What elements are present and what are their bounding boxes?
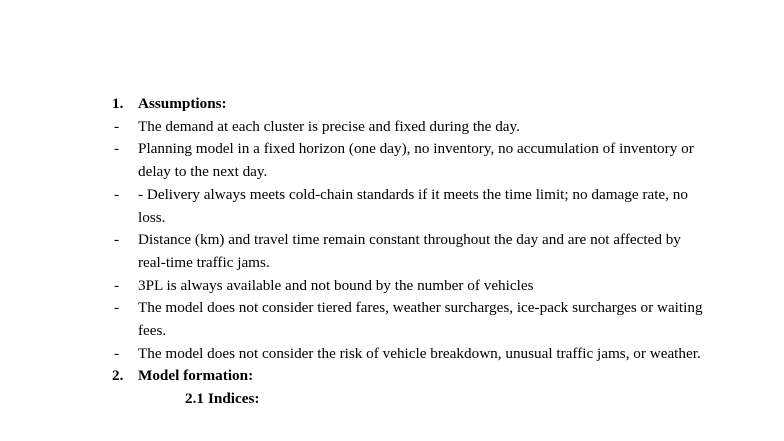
bullet-dash: - [114, 117, 120, 135]
bullet-dash: - [114, 231, 120, 249]
list-item [112, 184, 712, 229]
bullet-dash: - [114, 344, 120, 362]
list-item-text: Planning model in a fixed horizon (one day), no inventory, no accumulation of inventory or delay to the next day. [138, 140, 694, 181]
section-heading: Assumptions: [138, 95, 227, 112]
list-item-text: The model does not consider tiered fares, weather surcharges, ice-pack surcharges or waiting fees. [138, 299, 703, 340]
section-number: 1. [112, 95, 124, 112]
bullet-dash: - [114, 276, 120, 294]
list-item [112, 275, 712, 298]
list-item [112, 229, 712, 274]
list-item [112, 343, 712, 366]
list-item-text: The demand at each cluster is precise and fixed during the day. [138, 117, 520, 135]
bullet-dash: - [114, 299, 120, 317]
subsection-heading: Indices: [208, 390, 260, 408]
document-body [112, 93, 712, 411]
section-heading: Model formation: [138, 367, 254, 385]
list-item-text: 3PL is always available and not bound by the number of vehicles [138, 276, 534, 294]
list-item [112, 297, 712, 342]
subsection-number: 2.1 [185, 390, 204, 408]
list-item-text: The model does not consider the risk of vehicle breakdown, unusual traffic jams, or weather. [138, 344, 701, 362]
section-number: 2. [112, 367, 124, 385]
list-item [112, 138, 712, 183]
list-item-text: Distance (km) and travel time remain constant throughout the day and are not affected by real-time traffic jams. [138, 231, 681, 271]
bullet-dash: - [114, 140, 120, 158]
list-item-text: - Delivery always meets cold-chain standards if it meets the time limit; no damage rate, no loss. [138, 185, 688, 226]
subsection-indices [112, 388, 712, 411]
bullet-dash: - [114, 185, 120, 203]
list-item [112, 116, 712, 139]
section-model-formation [112, 365, 712, 388]
section-assumptions [112, 93, 712, 116]
